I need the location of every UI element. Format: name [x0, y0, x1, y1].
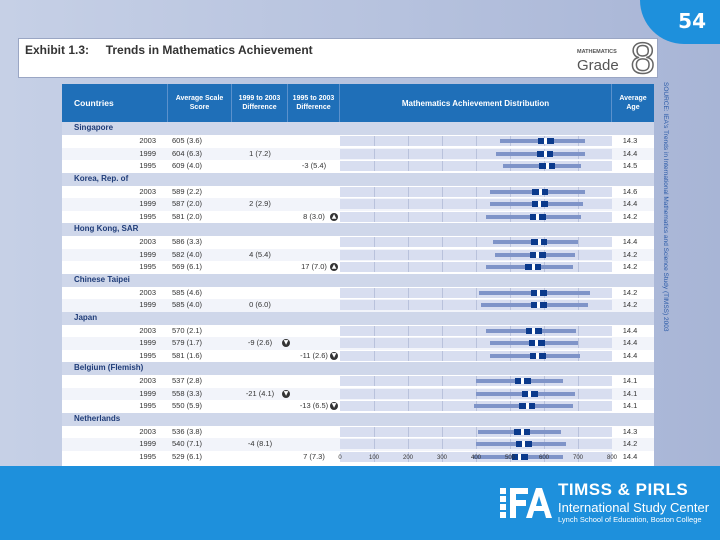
distribution-gridline	[374, 427, 375, 437]
year-cell: 1999	[139, 388, 156, 398]
footer-center: International Study Center	[558, 500, 710, 515]
grade-badge	[577, 34, 655, 83]
distribution-gridline	[476, 338, 477, 348]
distribution-gridline	[476, 136, 477, 146]
distribution-gridline	[408, 300, 409, 310]
age-cell: 14.2	[622, 287, 638, 297]
distribution-gridline	[408, 237, 409, 247]
diff-1995-cell	[288, 198, 340, 210]
axis-tick-label: 700	[572, 455, 584, 461]
score-cell: 537 (2.8)	[172, 376, 203, 385]
age-cell: 14.1	[622, 388, 638, 398]
age-cell: 14.4	[622, 325, 638, 335]
distribution-gridline	[578, 262, 579, 272]
diff-1999-cell: -9 (2.6)	[247, 338, 273, 347]
year-cell: 1999	[139, 300, 156, 309]
distribution-gridline	[408, 161, 409, 171]
header-diff-1999-2003: 1999 to 2003 Difference	[232, 84, 288, 122]
distribution-gridline	[442, 300, 443, 310]
age-cell: 14.6	[622, 186, 638, 196]
score-cell: 609 (4.0)	[172, 161, 203, 170]
year-cell: 2003	[139, 186, 156, 196]
distribution-gridline	[578, 427, 579, 437]
year-cell: 2003	[139, 287, 156, 297]
table-row	[62, 426, 654, 439]
distribution-gridline	[374, 199, 375, 209]
table-row	[62, 299, 654, 312]
table-row	[62, 186, 654, 199]
diff-1999-cell	[232, 287, 288, 299]
distribution-gridline	[578, 250, 579, 260]
diff-1999-cell	[232, 236, 288, 248]
diff-1999-cell: -21 (4.1)	[245, 388, 275, 398]
distribution-gridline	[442, 427, 443, 437]
significance-icon: ▼	[331, 351, 337, 359]
age-cell: 14.2	[622, 439, 638, 448]
exhibit-number: Exhibit 1.3:	[25, 43, 90, 57]
score-cell: 587 (2.0)	[172, 199, 203, 208]
score-cell: 536 (3.8)	[172, 426, 203, 436]
table-row	[62, 236, 654, 249]
year-cell: 1999	[139, 439, 156, 448]
distribution-track	[340, 376, 612, 386]
diff-1999-cell	[232, 135, 288, 147]
diff-1995-cell	[288, 299, 340, 311]
header-average-age: Average Age	[619, 95, 647, 111]
score-cell: 582 (4.0)	[172, 249, 203, 259]
diff-1999-cell	[232, 350, 288, 362]
footer-text	[558, 480, 709, 525]
score-cell: 540 (7.1)	[172, 439, 203, 448]
country-name: Netherlands	[74, 413, 121, 423]
year-cell: 1999	[139, 338, 156, 347]
table-row	[62, 148, 654, 161]
distribution-gridline	[408, 199, 409, 209]
distribution-gridline	[374, 212, 375, 222]
significance-icon: ▲	[331, 263, 337, 270]
mean-marker	[546, 163, 549, 169]
distribution-gridline	[442, 351, 443, 361]
diff-1999-cell	[232, 211, 288, 223]
mean-marker	[536, 353, 539, 359]
mean-marker	[521, 378, 524, 384]
mean-marker	[521, 429, 524, 435]
exhibit-title	[25, 43, 313, 57]
distribution-gridline	[374, 262, 375, 272]
year-cell: 1995	[139, 161, 156, 170]
badge-subject: MATHEMATICS	[577, 49, 617, 55]
distribution-axis	[338, 454, 618, 466]
diff-1999-cell: 2 (2.9)	[249, 199, 271, 208]
significance-icon: ▼	[331, 402, 337, 409]
distribution-gridline	[374, 351, 375, 361]
mean-marker	[536, 214, 539, 220]
age-cell: 14.2	[622, 249, 638, 259]
table-row	[62, 350, 654, 363]
distribution-gridline	[408, 338, 409, 348]
age-cell: 14.1	[622, 401, 638, 410]
distribution-gridline	[442, 338, 443, 348]
distribution-track	[340, 401, 612, 411]
distribution-track	[340, 212, 612, 222]
table-row	[62, 211, 654, 224]
table-row	[62, 325, 654, 338]
distribution-track	[340, 427, 612, 437]
distribution-gridline	[476, 288, 477, 298]
age-cell: 14.3	[622, 136, 638, 145]
distribution-gridline	[374, 376, 375, 386]
table-row	[62, 198, 654, 211]
distribution-track	[340, 389, 612, 399]
country-row	[62, 274, 654, 287]
diff-1995-cell: 8 (3.0)	[303, 211, 325, 221]
significance-icon: ▼	[283, 339, 289, 346]
table-row	[62, 388, 654, 401]
distribution-gridline	[578, 338, 579, 348]
diff-1995-cell	[288, 388, 340, 400]
age-cell: 14.2	[622, 300, 638, 309]
diff-1999-cell: -4 (8.1)	[247, 439, 273, 448]
distribution-track	[340, 300, 612, 310]
country-row	[62, 312, 654, 325]
distribution-gridline	[374, 338, 375, 348]
country-row	[62, 173, 654, 186]
distribution-gridline	[374, 161, 375, 171]
age-cell: 14.4	[622, 338, 638, 347]
distribution-gridline	[408, 351, 409, 361]
distribution-gridline	[476, 161, 477, 171]
distribution-gridline	[408, 262, 409, 272]
mean-marker	[535, 340, 538, 346]
score-cell: 529 (6.1)	[172, 451, 203, 461]
distribution-gridline	[408, 439, 409, 449]
diff-1999-cell	[232, 400, 288, 412]
distribution-gridline	[578, 389, 579, 399]
iea-logo	[498, 480, 554, 524]
badge-grade: Grade	[577, 57, 619, 74]
country-row	[62, 413, 654, 426]
score-cell: 569 (6.1)	[172, 262, 203, 271]
age-cell: 14.2	[622, 211, 638, 221]
diff-1999-cell	[232, 451, 288, 463]
distribution-gridline	[476, 199, 477, 209]
diff-1995-cell	[288, 148, 340, 160]
diff-1995-cell	[288, 337, 340, 349]
axis-tick-label: 200	[402, 455, 414, 461]
distribution-gridline	[408, 326, 409, 336]
distribution-track	[340, 338, 612, 348]
distribution-gridline	[442, 199, 443, 209]
distribution-gridline	[442, 401, 443, 411]
distribution-track	[340, 237, 612, 247]
distribution-gridline	[442, 161, 443, 171]
distribution-gridline	[578, 376, 579, 386]
year-cell: 2003	[139, 325, 156, 335]
year-cell: 1995	[139, 350, 156, 360]
country-name: Belgium (Flemish)	[74, 363, 144, 372]
mean-marker	[538, 239, 541, 245]
distribution-gridline	[408, 288, 409, 298]
diff-1999-cell: 4 (5.4)	[249, 249, 271, 259]
score-cell: 589 (2.2)	[172, 186, 203, 196]
year-cell: 2003	[139, 376, 156, 385]
distribution-gridline	[442, 212, 443, 222]
diff-1995-cell	[288, 325, 340, 337]
diff-1999-cell	[232, 261, 288, 273]
table-row	[62, 135, 654, 148]
table-row	[62, 375, 654, 388]
distribution-gridline	[442, 149, 443, 159]
significance-icon: ▲	[331, 212, 337, 220]
distribution-gridline	[442, 237, 443, 247]
age-cell: 14.4	[622, 148, 638, 158]
distribution-track	[340, 439, 612, 449]
diff-1999-cell: 1 (7.2)	[249, 148, 271, 158]
diff-1995-cell: -13 (6.5)	[299, 401, 329, 410]
table-row	[62, 400, 654, 413]
distribution-gridline	[442, 250, 443, 260]
header-diff-1995-2003: 1995 to 2003 Difference	[288, 84, 340, 122]
distribution-gridline	[476, 300, 477, 310]
table-row	[62, 249, 654, 262]
mean-marker	[544, 151, 547, 157]
country-name: Korea, Rep. of	[74, 173, 129, 183]
diff-1995-cell: 7 (7.3)	[303, 451, 325, 461]
distribution-track	[340, 136, 612, 146]
distribution-gridline	[408, 187, 409, 197]
distribution-gridline	[374, 288, 375, 298]
diff-1995-cell	[288, 426, 340, 438]
distribution-track	[340, 161, 612, 171]
distribution-gridline	[374, 401, 375, 411]
age-cell: 14.4	[622, 451, 638, 461]
mean-marker	[532, 328, 535, 334]
year-cell: 1995	[139, 451, 156, 461]
diff-1995-cell	[288, 236, 340, 248]
footer-brand: TIMSS & PIRLS	[558, 480, 689, 499]
diff-1995-cell	[288, 135, 340, 147]
distribution-gridline	[408, 427, 409, 437]
distribution-gridline	[374, 250, 375, 260]
axis-tick-label: 400	[470, 455, 482, 461]
distribution-gridline	[374, 237, 375, 247]
year-cell: 1999	[139, 148, 156, 158]
slide-number: 54	[640, 0, 720, 44]
diff-1999-cell	[232, 186, 288, 198]
distribution-gridline	[374, 439, 375, 449]
diff-1995-cell	[288, 438, 340, 450]
year-cell: 1995	[139, 401, 156, 410]
distribution-gridline	[578, 237, 579, 247]
score-cell: 570 (2.1)	[172, 325, 203, 335]
header-average-score: Average Scale Score	[168, 84, 232, 122]
age-cell: 14.4	[622, 350, 638, 360]
mean-marker	[537, 302, 540, 308]
distribution-gridline	[442, 439, 443, 449]
distribution-track	[340, 288, 612, 298]
distribution-track	[340, 250, 612, 260]
diff-1999-cell	[232, 426, 288, 438]
distribution-track	[340, 326, 612, 336]
distribution-gridline	[476, 149, 477, 159]
distribution-gridline	[408, 250, 409, 260]
country-row	[62, 122, 654, 135]
diff-1995-cell: -3 (5.4)	[301, 161, 327, 170]
distribution-gridline	[374, 149, 375, 159]
table-row	[62, 287, 654, 300]
country-name: Japan	[74, 312, 98, 322]
score-cell: 585 (4.0)	[172, 300, 203, 309]
score-cell: 605 (3.6)	[172, 136, 203, 145]
diff-1995-cell	[288, 375, 340, 387]
table-header	[62, 84, 654, 122]
distribution-track	[340, 199, 612, 209]
diff-1995-cell	[288, 249, 340, 261]
country-name: Hong Kong, SAR	[74, 224, 139, 233]
diff-1999-cell: 0 (6.0)	[249, 300, 271, 309]
distribution-gridline	[408, 136, 409, 146]
distribution-track	[340, 351, 612, 361]
distribution-gridline	[374, 136, 375, 146]
score-cell: 558 (3.3)	[172, 388, 203, 398]
distribution-gridline	[578, 439, 579, 449]
diff-1995-cell: 17 (7.0)	[301, 262, 327, 271]
distribution-gridline	[476, 250, 477, 260]
exhibit-name: Trends in Mathematics Achievement	[105, 43, 313, 57]
score-cell: 581 (1.6)	[172, 350, 203, 360]
distribution-gridline	[408, 376, 409, 386]
score-cell: 579 (1.7)	[172, 338, 203, 347]
year-cell: 2003	[139, 426, 156, 436]
country-row	[62, 362, 654, 375]
country-name: Chinese Taipei	[74, 274, 130, 284]
distribution-gridline	[374, 187, 375, 197]
mean-marker	[526, 403, 529, 409]
axis-tick-label: 100	[368, 455, 380, 461]
country-row	[62, 223, 654, 236]
year-cell: 2003	[139, 136, 156, 145]
mean-marker	[536, 252, 539, 258]
distribution-gridline	[476, 326, 477, 336]
axis-tick-label: 300	[436, 455, 448, 461]
mean-marker	[544, 138, 547, 144]
score-cell: 581 (2.0)	[172, 211, 203, 221]
diff-1995-cell	[288, 287, 340, 299]
distribution-track	[340, 149, 612, 159]
axis-tick-label: 600	[538, 455, 550, 461]
score-cell: 586 (3.3)	[172, 237, 203, 246]
badge-number: 8	[630, 34, 655, 83]
distribution-gridline	[374, 389, 375, 399]
diff-1999-cell	[232, 160, 288, 172]
distribution-gridline	[408, 401, 409, 411]
year-cell: 1999	[139, 249, 156, 259]
diff-1995-cell	[288, 186, 340, 198]
year-cell: 1999	[139, 199, 156, 208]
mean-marker	[539, 189, 542, 195]
axis-tick-label: 0	[338, 455, 342, 461]
distribution-gridline	[442, 376, 443, 386]
year-cell: 2003	[139, 237, 156, 246]
age-cell: 14.4	[622, 199, 638, 208]
achievement-table	[62, 84, 654, 466]
header-countries: Countries	[62, 84, 168, 122]
axis-tick-label: 500	[504, 455, 516, 461]
distribution-gridline	[442, 389, 443, 399]
distribution-gridline	[408, 149, 409, 159]
diff-1995-cell: -11 (2.6)	[300, 350, 328, 360]
diff-1999-cell	[232, 325, 288, 337]
footer-school: Lynch School of Education, Boston College	[558, 515, 702, 524]
score-cell: 550 (5.9)	[172, 401, 203, 410]
distribution-gridline	[578, 326, 579, 336]
distribution-gridline	[374, 300, 375, 310]
year-cell: 1995	[139, 262, 156, 271]
mean-marker	[522, 441, 525, 447]
table-row	[62, 337, 654, 350]
distribution-gridline	[442, 136, 443, 146]
table-row	[62, 160, 654, 173]
distribution-gridline	[442, 187, 443, 197]
mean-marker	[537, 290, 540, 296]
table-row	[62, 261, 654, 274]
source-note	[657, 82, 671, 366]
distribution-gridline	[442, 326, 443, 336]
age-cell: 14.1	[622, 376, 638, 385]
exhibit-title-bar	[18, 34, 658, 83]
age-cell: 14.5	[622, 161, 638, 170]
age-cell: 14.4	[622, 237, 638, 246]
country-name: Singapore	[74, 123, 114, 132]
age-cell: 14.2	[622, 262, 638, 271]
score-cell: 585 (4.6)	[172, 287, 203, 297]
age-cell: 14.3	[622, 426, 638, 436]
mean-marker	[528, 391, 531, 397]
distribution-gridline	[408, 212, 409, 222]
distribution-gridline	[476, 237, 477, 247]
distribution-gridline	[476, 212, 477, 222]
score-cell: 604 (6.3)	[172, 148, 203, 158]
distribution-track	[340, 187, 612, 197]
distribution-gridline	[408, 389, 409, 399]
diff-1999-cell	[232, 375, 288, 387]
axis-tick-label: 800	[606, 455, 618, 461]
distribution-track	[340, 262, 612, 272]
mean-marker	[538, 201, 541, 207]
header-distribution: Mathematics Achievement Distribution	[340, 84, 612, 122]
distribution-gridline	[442, 288, 443, 298]
year-cell: 1995	[139, 211, 156, 221]
distribution-gridline	[476, 187, 477, 197]
source-text: SOURCE: IEA's Trends in International Mathematics and Science Study (TIMSS) 2003	[662, 82, 669, 332]
distribution-gridline	[476, 351, 477, 361]
distribution-gridline	[476, 262, 477, 272]
significance-icon: ▼	[283, 389, 289, 397]
mean-marker	[532, 264, 535, 270]
distribution-gridline	[442, 262, 443, 272]
distribution-gridline	[374, 326, 375, 336]
distribution-gridline	[578, 401, 579, 411]
table-row	[62, 438, 654, 451]
